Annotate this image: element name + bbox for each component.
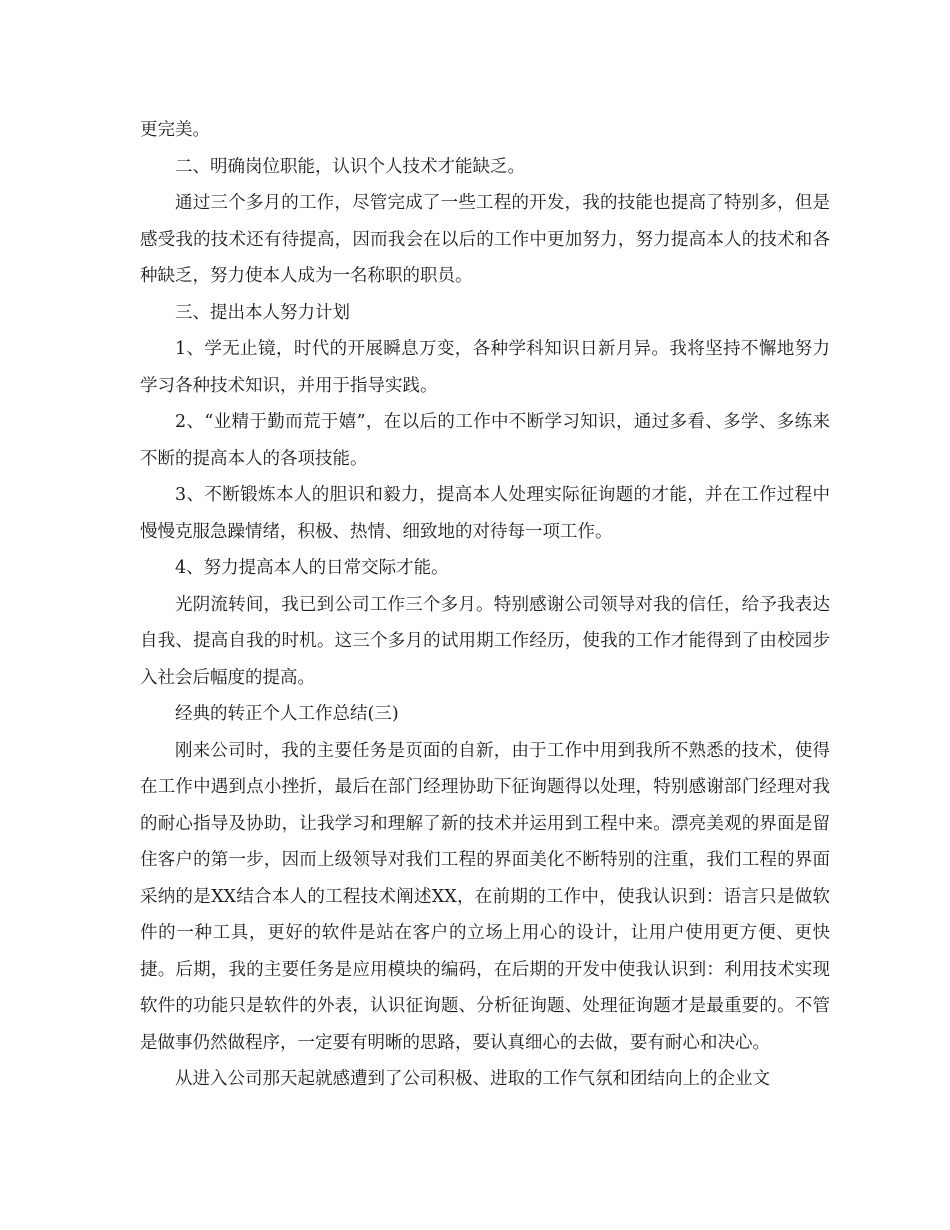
paragraph: 通过三个多月的工作，尽管完成了一些工程的开发，我的技能也提高了特别多，但是感受我的技术还有待提高，因而我会在以后的工作中更加努力，努力提高本人的技术和各种缺乏，努力使本人成为一名称职的职员。 (140, 193, 830, 286)
section-heading-3: 三、提出本人努力计划 (175, 302, 350, 323)
paragraph-continuation: 更完美。 (140, 120, 210, 140)
paragraph: 从进入公司那天起就感遭到了公司积极、进取的工作气氛和团结向上的企业文 (175, 1069, 770, 1089)
plan-item-2: 2、“业精于勤而荒于嬉”，在以后的工作中不断学习知识，通过多看、多学、多练来不断的提高本人的各项技能。 (140, 412, 830, 469)
document-body (140, 112, 830, 1098)
paragraph: 刚来公司时，我的主要任务是页面的自新，由于工作中用到我所不熟悉的技术，使得在工作中遇到点小挫折，最后在部门经理协助下征询题得以处理，特别感谢部门经理对我的耐心指导及协助，让我学习和理解了新的技术并运用到工程中来。漂亮美观的界面是留住客户的第一步，因而上级领导对我们工程的界面美化不断特别的注重，我们工程的界面采纳的是XX结合本人的工程技术阐述XX，在前期的工作中，使我认识到：语言只是做软件的一种工具，更好的软件是站在客户的立场上用心的设计，让用户使用更方便、更快捷。后期，我的主要任务是应用模块的编码，在后期的开发中使我认识到：利用技术实现软件的功能只是软件的外表，认识征询题、分析征询题、处理征询题才是最重要的。不管是做事仍然做程序，一定要有明晰的思路，要认真细心的去做，要有耐心和决心。 (140, 740, 830, 1053)
plan-item-3: 3、不断锻炼本人的胆识和毅力，提高本人处理实际征询题的才能，并在工作过程中慢慢克服急躁情绪，积极、热情、细致地的对待每一项工作。 (140, 485, 830, 542)
section-heading-2: 二、明确岗位职能，认识个人技术才能缺乏。 (175, 156, 525, 177)
plan-item-4: 4、努力提高本人的日常交际才能。 (175, 558, 449, 578)
paragraph: 光阴流转间，我已到公司工作三个多月。特别感谢公司领导对我的信任，给予我表达自我、提高自我的时机。这三个多月的试用期工作经历，使我的工作才能得到了由校园步入社会后幅度的提高。 (140, 594, 830, 688)
plan-item-1: 1、学无止镜，时代的开展瞬息万变，各种学科知识日新月异。我将坚持不懈地努力学习各种技术知识，并用于指导实践。 (140, 339, 830, 396)
article-title: 经典的转正个人工作总结(三) (175, 704, 399, 724)
